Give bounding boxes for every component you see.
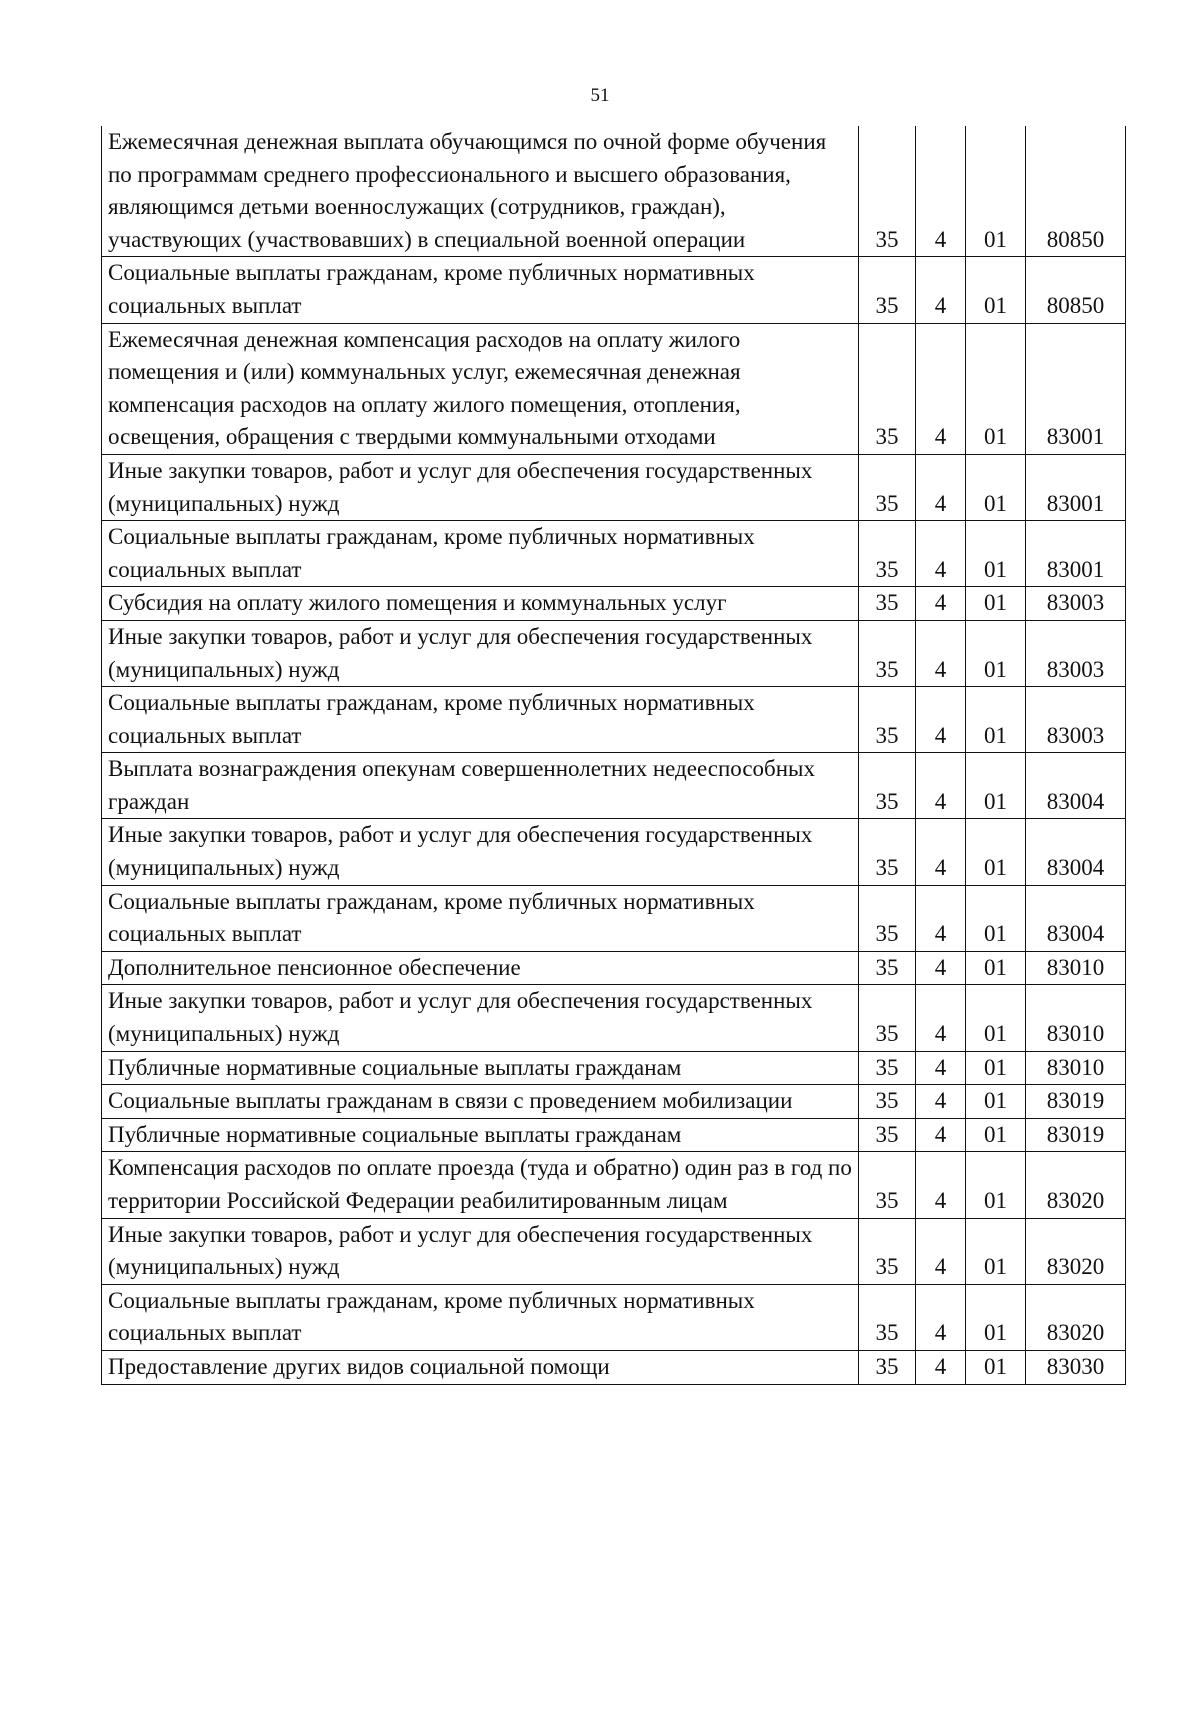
row-code-program: 80850 — [1026, 126, 1126, 257]
row-code-group: 4 — [916, 454, 966, 520]
table-row — [102, 620, 1126, 686]
row-code-group: 4 — [916, 985, 966, 1051]
row-code-subgroup: 01 — [966, 587, 1026, 621]
row-code-group: 4 — [916, 1085, 966, 1119]
row-description: Компенсация расходов по оплате проезда (туда и обратно) один раз в год по территории Российской Федерации реабилитированным лицам — [102, 1152, 859, 1218]
row-code-program: 83004 — [1026, 885, 1126, 951]
table-row — [102, 753, 1126, 819]
row-code-subgroup: 01 — [966, 1152, 1026, 1218]
row-description: Социальные выплаты гражданам, кроме публичных нормативных социальных выплат — [102, 885, 859, 951]
row-code-group: 4 — [916, 687, 966, 753]
row-code-program: 83003 — [1026, 620, 1126, 686]
row-description: Иные закупки товаров, работ и услуг для обеспечения государственных (муниципальных) нужд — [102, 620, 859, 686]
row-code-subgroup: 01 — [966, 1350, 1026, 1384]
row-description: Социальные выплаты гражданам в связи с проведением мобилизации — [102, 1085, 859, 1119]
row-code-admin: 35 — [859, 1350, 916, 1384]
row-description: Дополнительное пенсионное обеспечение — [102, 951, 859, 985]
row-code-subgroup: 01 — [966, 753, 1026, 819]
row-code-admin: 35 — [859, 1284, 916, 1350]
row-code-program: 83003 — [1026, 687, 1126, 753]
row-code-subgroup: 01 — [966, 985, 1026, 1051]
table-row — [102, 126, 1126, 257]
table-row — [102, 587, 1126, 621]
row-code-admin: 35 — [859, 1051, 916, 1085]
row-code-program: 83001 — [1026, 521, 1126, 587]
row-code-subgroup: 01 — [966, 1218, 1026, 1284]
row-code-subgroup: 01 — [966, 1085, 1026, 1119]
row-description: Иные закупки товаров, работ и услуг для обеспечения государственных (муниципальных) нужд — [102, 985, 859, 1051]
row-code-admin: 35 — [859, 819, 916, 885]
row-description: Иные закупки товаров, работ и услуг для обеспечения государственных (муниципальных) нужд — [102, 454, 859, 520]
row-code-subgroup: 01 — [966, 1284, 1026, 1350]
row-code-admin: 35 — [859, 985, 916, 1051]
table-row — [102, 819, 1126, 885]
row-code-group: 4 — [916, 1284, 966, 1350]
table-body — [102, 126, 1126, 1384]
row-code-admin: 35 — [859, 587, 916, 621]
row-description: Иные закупки товаров, работ и услуг для обеспечения государственных (муниципальных) нужд — [102, 1218, 859, 1284]
row-code-group: 4 — [916, 323, 966, 454]
row-code-group: 4 — [916, 521, 966, 587]
row-code-admin: 35 — [859, 1085, 916, 1119]
row-code-admin: 35 — [859, 620, 916, 686]
table-row — [102, 454, 1126, 520]
row-code-program: 83003 — [1026, 587, 1126, 621]
row-code-program: 83019 — [1026, 1118, 1126, 1152]
table-row — [102, 323, 1126, 454]
row-description: Публичные нормативные социальные выплаты гражданам — [102, 1118, 859, 1152]
table-row — [102, 687, 1126, 753]
row-code-group: 4 — [916, 753, 966, 819]
row-code-admin: 35 — [859, 1152, 916, 1218]
table-row — [102, 1051, 1126, 1085]
row-code-group: 4 — [916, 1051, 966, 1085]
row-code-group: 4 — [916, 1218, 966, 1284]
row-code-subgroup: 01 — [966, 454, 1026, 520]
row-code-admin: 35 — [859, 1118, 916, 1152]
table-row — [102, 1284, 1126, 1350]
row-code-subgroup: 01 — [966, 126, 1026, 257]
row-description: Ежемесячная денежная выплата обучающимся по очной форме обучения по программам среднего профессионального и высшего образования, являющимся детьми военнослужащих (сотрудников, граждан), участвующих (участвовавших) в специальной военной операции — [102, 126, 859, 257]
row-code-subgroup: 01 — [966, 1051, 1026, 1085]
row-code-program: 83010 — [1026, 1051, 1126, 1085]
row-description: Предоставление других видов социальной помощи — [102, 1350, 859, 1384]
row-code-group: 4 — [916, 1118, 966, 1152]
row-description: Социальные выплаты гражданам, кроме публичных нормативных социальных выплат — [102, 521, 859, 587]
row-code-admin: 35 — [859, 323, 916, 454]
row-code-admin: 35 — [859, 951, 916, 985]
row-code-admin: 35 — [859, 885, 916, 951]
row-code-admin: 35 — [859, 687, 916, 753]
row-description: Социальные выплаты гражданам, кроме публичных нормативных социальных выплат — [102, 1284, 859, 1350]
row-code-group: 4 — [916, 819, 966, 885]
table-row — [102, 1118, 1126, 1152]
budget-classification-table — [101, 126, 1126, 1385]
row-code-program: 83020 — [1026, 1284, 1126, 1350]
row-code-program: 80850 — [1026, 257, 1126, 323]
row-code-subgroup: 01 — [966, 885, 1026, 951]
budget-table-container — [101, 126, 1125, 1385]
row-code-subgroup: 01 — [966, 257, 1026, 323]
row-code-subgroup: 01 — [966, 819, 1026, 885]
row-description: Социальные выплаты гражданам, кроме публичных нормативных социальных выплат — [102, 687, 859, 753]
row-code-program: 83020 — [1026, 1152, 1126, 1218]
row-code-group: 4 — [916, 1152, 966, 1218]
row-code-group: 4 — [916, 1350, 966, 1384]
row-code-subgroup: 01 — [966, 1118, 1026, 1152]
row-code-subgroup: 01 — [966, 951, 1026, 985]
table-row — [102, 1218, 1126, 1284]
table-row — [102, 521, 1126, 587]
row-code-program: 83004 — [1026, 819, 1126, 885]
row-code-program: 83019 — [1026, 1085, 1126, 1119]
row-code-program: 83004 — [1026, 753, 1126, 819]
row-description: Субсидия на оплату жилого помещения и коммунальных услуг — [102, 587, 859, 621]
row-code-group: 4 — [916, 951, 966, 985]
row-description: Публичные нормативные социальные выплаты гражданам — [102, 1051, 859, 1085]
row-code-program: 83010 — [1026, 951, 1126, 985]
row-code-group: 4 — [916, 257, 966, 323]
row-code-subgroup: 01 — [966, 687, 1026, 753]
table-row — [102, 1085, 1126, 1119]
page-number: 51 — [590, 85, 610, 106]
row-code-admin: 35 — [859, 521, 916, 587]
row-code-subgroup: 01 — [966, 323, 1026, 454]
row-code-admin: 35 — [859, 753, 916, 819]
table-row — [102, 1152, 1126, 1218]
row-code-group: 4 — [916, 885, 966, 951]
table-row — [102, 885, 1126, 951]
table-row — [102, 951, 1126, 985]
row-code-subgroup: 01 — [966, 620, 1026, 686]
row-code-group: 4 — [916, 620, 966, 686]
row-code-program: 83030 — [1026, 1350, 1126, 1384]
table-row — [102, 257, 1126, 323]
row-code-admin: 35 — [859, 126, 916, 257]
row-code-admin: 35 — [859, 454, 916, 520]
row-code-program: 83020 — [1026, 1218, 1126, 1284]
row-code-program: 83010 — [1026, 985, 1126, 1051]
row-code-subgroup: 01 — [966, 521, 1026, 587]
row-description: Иные закупки товаров, работ и услуг для обеспечения государственных (муниципальных) нужд — [102, 819, 859, 885]
table-row — [102, 985, 1126, 1051]
row-code-program: 83001 — [1026, 323, 1126, 454]
row-code-program: 83001 — [1026, 454, 1126, 520]
row-code-group: 4 — [916, 587, 966, 621]
row-description: Выплата вознаграждения опекунам совершеннолетних недееспособных граждан — [102, 753, 859, 819]
table-row — [102, 1350, 1126, 1384]
row-code-admin: 35 — [859, 1218, 916, 1284]
row-description: Ежемесячная денежная компенсация расходов на оплату жилого помещения и (или) коммунальных услуг, ежемесячная денежная компенсация расходов на оплату жилого помещения, отопления, освещения, обращения с твердыми коммунальными отходами — [102, 323, 859, 454]
row-code-group: 4 — [916, 126, 966, 257]
row-description: Социальные выплаты гражданам, кроме публичных нормативных социальных выплат — [102, 257, 859, 323]
row-code-admin: 35 — [859, 257, 916, 323]
